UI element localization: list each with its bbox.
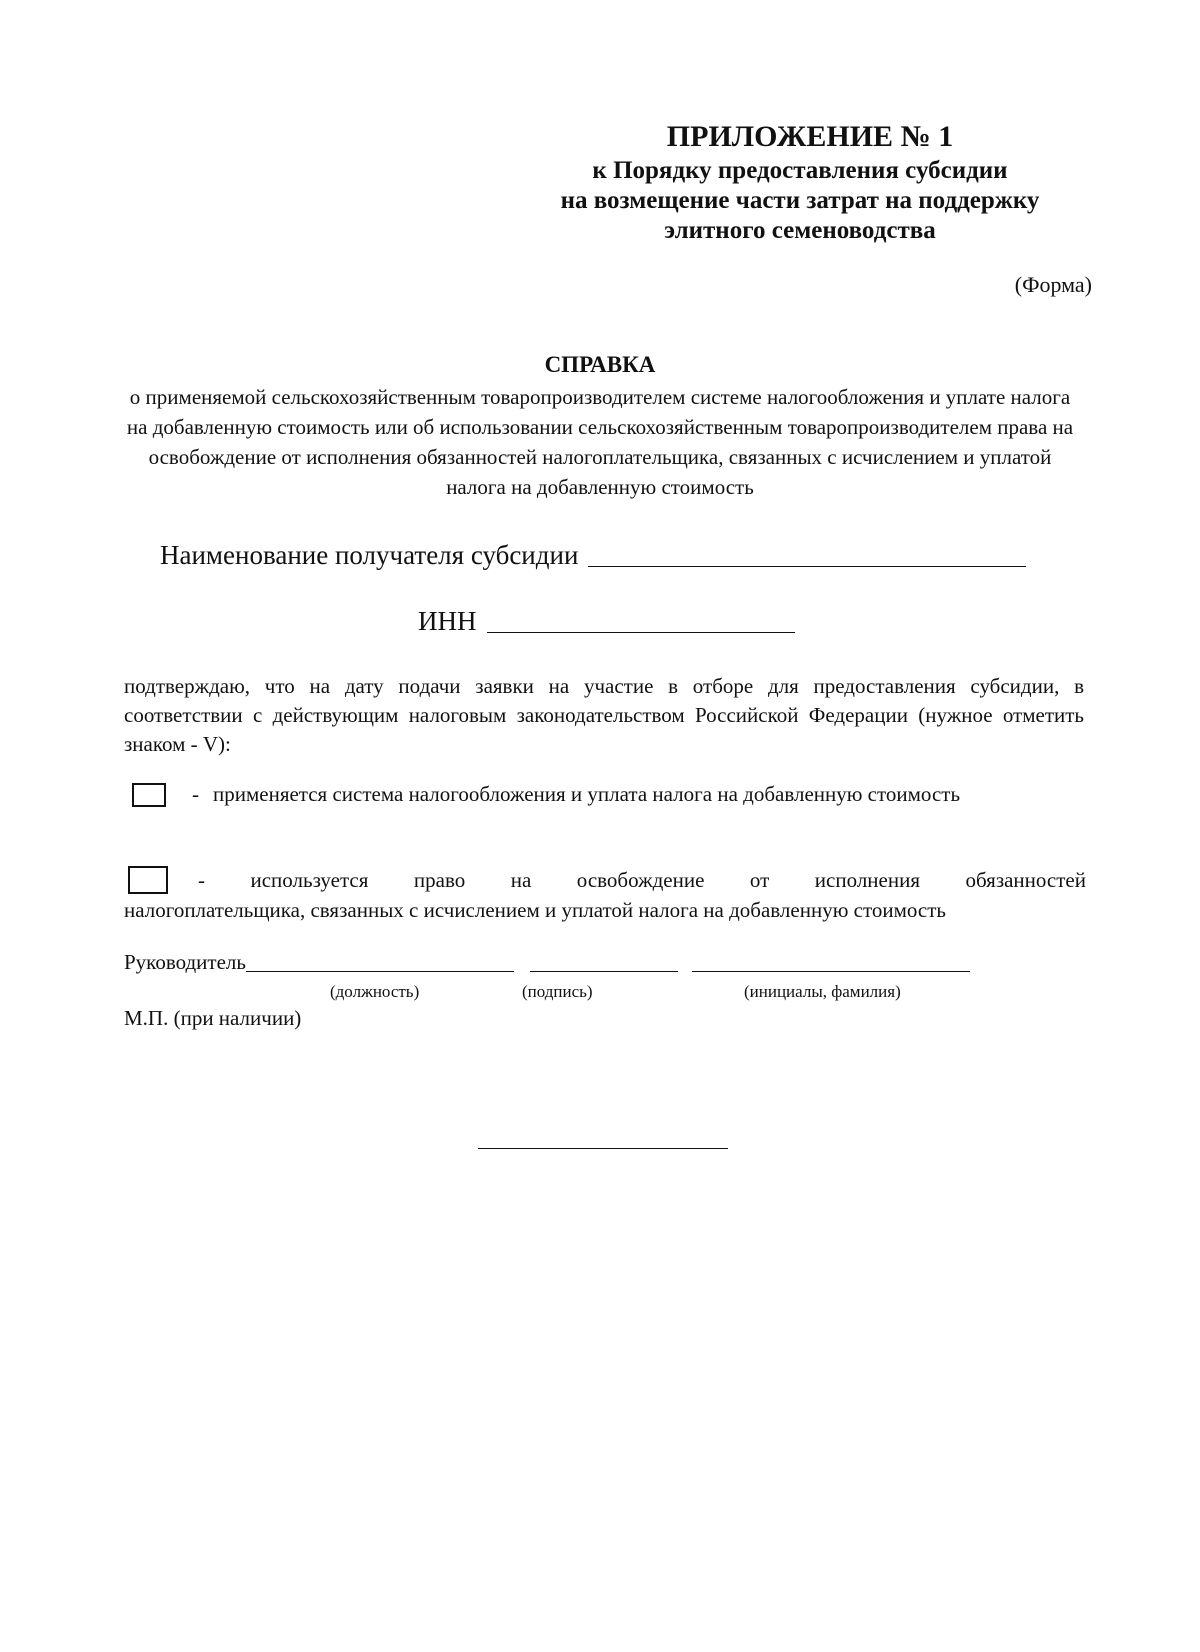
option-2-label-line-1 [198,868,1086,893]
option-1-label: применяется система налогообложения и уплата налога на добавленную стоимость [213,782,961,806]
end-divider [478,1148,728,1149]
form-label: (Форма) [1014,272,1092,297]
option-2-word: используется [250,867,369,892]
caption-signature: (подпись) [522,982,593,1001]
document-title: СПРАВКА [544,352,656,377]
option-2-dash: - [198,867,205,892]
caption-position: (должность) [330,982,420,1001]
recipient-field-row [160,540,1026,571]
option-2-word: исполнения [814,867,920,892]
signature-row [124,950,970,975]
appendix-header [520,118,1080,246]
inn-input-line[interactable] [487,632,795,633]
position-input-line[interactable] [246,971,514,972]
option-2-word: на [510,867,532,892]
option-2-word: освобождение [576,867,705,892]
option-2-checkbox[interactable] [128,866,168,894]
recipient-input-line[interactable] [588,566,1026,567]
caption-name: (инициалы, фамилия) [744,982,901,1001]
document-subject: о применяемой сельскохозяйственным товаропроизводителем системе налогообложения и уплате налога на добавленную стоимость или об использовании сельскохозяйственным товаропроизводителем права на освобождение от исполнения обязанностей налогоплательщика, связанных с исчислением и уплатой налога на добавленную стоимость [126,385,1074,499]
option-vat-exemption [128,866,1086,894]
option-vat-applied [132,782,1082,807]
confirmation-text: подтверждаю, что на дату подачи заявки на участие в отборе для предоставления субсидии, в соответствии с действующим налоговым законодательством Российской Федерации (нужное отметить знаком - V): [124,674,1084,756]
appendix-line-2: на возмещение части затрат на поддержку [560,187,1040,214]
option-1-dash: - [192,782,199,806]
inn-field-row [418,606,795,637]
seal-label: М.П. (при наличии) [124,1006,302,1030]
name-input-line[interactable] [692,971,970,972]
option-2-word: право [413,867,466,892]
appendix-line-1: к Порядку предоставления субсидии [592,157,1008,184]
inn-label: ИНН [418,606,477,636]
option-1-checkbox[interactable] [132,783,166,807]
appendix-line-3: элитного семеноводства [664,217,936,244]
head-label: Руководитель [124,950,246,974]
option-2-word: от [749,867,770,892]
recipient-label: Наименование получателя субсидии [160,540,579,570]
signature-input-line[interactable] [530,971,678,972]
appendix-title: ПРИЛОЖЕНИЕ № 1 [666,120,954,153]
option-2-label-line-2: налогоплательщика, связанных с исчислением и уплатой налога на добавленную стоимость [124,898,946,922]
option-2-word: обязанностей [965,867,1086,892]
